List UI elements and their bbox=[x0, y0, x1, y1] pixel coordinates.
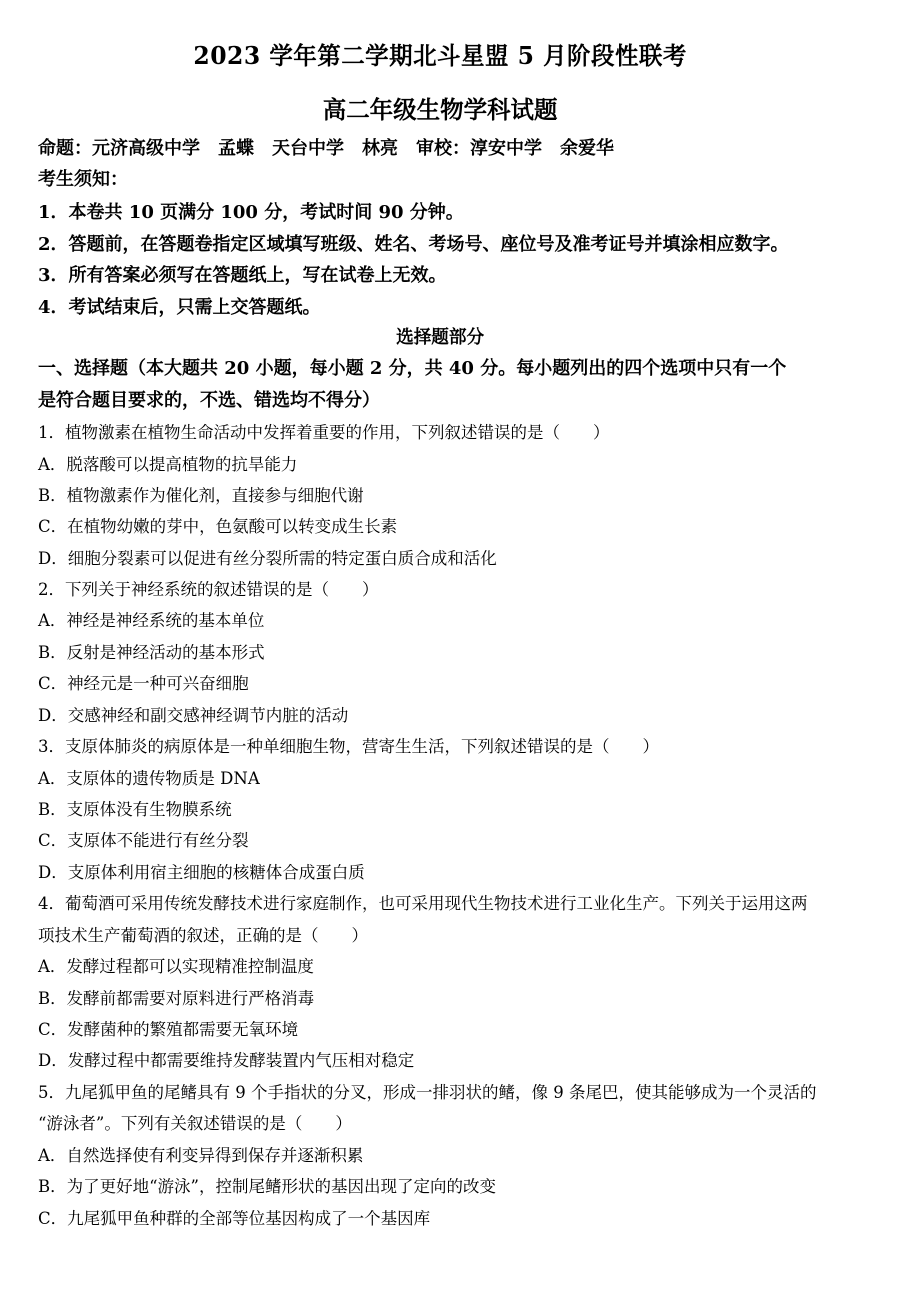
notice-item: 3．所有答案必须写在答题纸上，写在试卷上无效。 bbox=[38, 265, 447, 286]
question-stem: 3．支原体肺炎的病原体是一种单细胞生物，营寄生生活，下列叙述错误的是（ ） bbox=[38, 737, 659, 756]
option-c: C．神经元是一种可兴奋细胞 bbox=[38, 674, 249, 693]
notice-item: 1．本卷共 10 页满分 100 分，考试时间 90 分钟。 bbox=[38, 202, 464, 223]
option-b: B．植物激素作为催化剂，直接参与细胞代谢 bbox=[38, 486, 364, 505]
option-a: A．发酵过程都可以实现精准控制温度 bbox=[38, 957, 314, 976]
notice-item: 4．考试结束后，只需上交答题纸。 bbox=[38, 297, 321, 318]
option-c: C．发酵菌种的繁殖都需要无氧环境 bbox=[38, 1020, 299, 1039]
question-stem: 2．下列关于神经系统的叙述错误的是（ ） bbox=[38, 580, 379, 599]
exam-subtitle: 高二年级生物学科试题 bbox=[322, 95, 558, 124]
option-d: D．支原体利用宿主细胞的核糖体合成蛋白质 bbox=[38, 863, 365, 882]
question-stem-continued: “游泳者”。下列有关叙述错误的是（ ） bbox=[38, 1114, 352, 1133]
option-a: A．支原体的遗传物质是 DNA bbox=[38, 769, 260, 788]
section-instruction: 是符合题目要求的，不选、错选均不得分） bbox=[38, 390, 380, 411]
option-b: B．发酵前都需要对原料进行严格消毒 bbox=[38, 989, 315, 1008]
notice-heading: 考生须知： bbox=[38, 169, 128, 190]
exam-title: 2023 学年第二学期北斗星盟 5 月阶段性联考 bbox=[193, 41, 687, 70]
option-a: A．脱落酸可以提高植物的抗旱能力 bbox=[38, 455, 298, 474]
question-stem: 4．葡萄酒可采用传统发酵技术进行家庭制作，也可采用现代生物技术进行工业化生产。下列关于运用这两 bbox=[38, 894, 808, 913]
question-stem: 5．九尾狐甲鱼的尾鳍具有 9 个手指状的分叉，形成一排羽状的鳍，像 9 条尾巴，使其能够成为一个灵活的 bbox=[38, 1083, 817, 1102]
option-d: D．发酵过程中都需要维持发酵装置内气压相对稳定 bbox=[38, 1051, 415, 1070]
question-stem-continued: 项技术生产葡萄酒的叙述，正确的是（ ） bbox=[38, 926, 368, 945]
option-d: D．交感神经和副交感神经调节内脏的活动 bbox=[38, 706, 349, 725]
question-stem: 1．植物激素在植物生命活动中发挥着重要的作用，下列叙述错误的是（ ） bbox=[38, 423, 610, 442]
option-c: C．在植物幼嫩的芽中，色氨酸可以转变成生长素 bbox=[38, 517, 398, 536]
section-instruction: 一、选择题（本大题共 20 小题，每小题 2 分，共 40 分。每小题列出的四个选项中只有一个 bbox=[38, 358, 787, 379]
notice-item: 2．答题前，在答题卷指定区域填写班级、姓名、考场号、座位号及准考证号并填涂相应数字。 bbox=[38, 234, 789, 255]
option-a: A．神经是神经系统的基本单位 bbox=[38, 611, 265, 630]
option-b: B．为了更好地“游泳”，控制尾鳍形状的基因出现了定向的改变 bbox=[38, 1177, 496, 1196]
option-a: A．自然选择使有利变异得到保存并逐渐积累 bbox=[38, 1146, 364, 1165]
option-b: B．反射是神经活动的基本形式 bbox=[38, 643, 265, 662]
option-c: C．九尾狐甲鱼种群的全部等位基因构成了一个基因库 bbox=[38, 1209, 431, 1228]
section-title: 选择题部分 bbox=[396, 327, 485, 348]
authors-line: 命题：元济高级中学 孟蝶 天台中学 林亮 审校：淳安中学 余爱华 bbox=[38, 138, 614, 159]
option-c: C．支原体不能进行有丝分裂 bbox=[38, 831, 249, 850]
option-b: B．支原体没有生物膜系统 bbox=[38, 800, 232, 819]
option-d: D．细胞分裂素可以促进有丝分裂所需的特定蛋白质合成和活化 bbox=[38, 549, 497, 568]
